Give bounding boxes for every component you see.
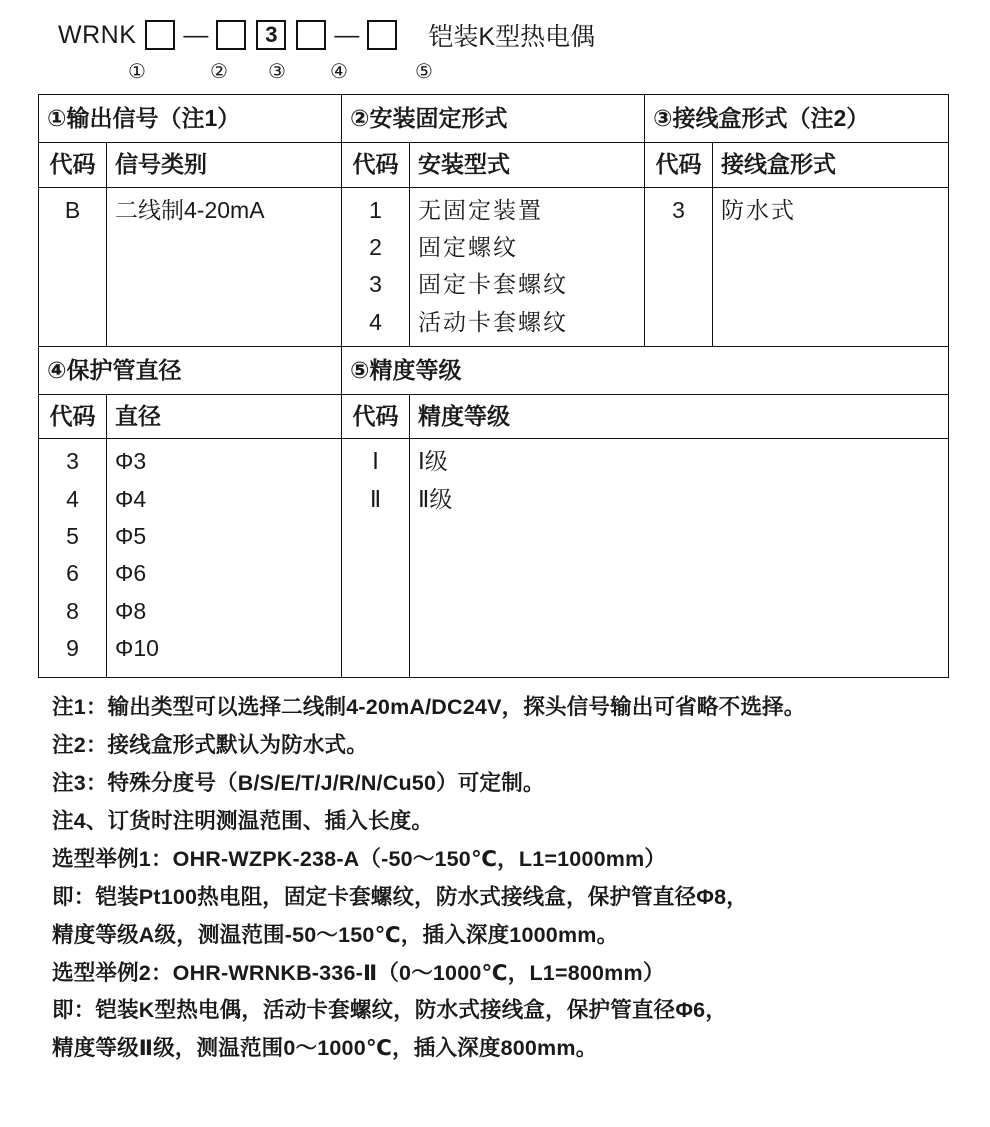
cell-value: 9 [66, 635, 79, 662]
selection-table [38, 94, 949, 678]
section1-codes [39, 187, 107, 346]
section1-col-code: 代码 [39, 143, 107, 187]
section4-col-name: 直径 [107, 395, 342, 439]
marker-5: ⑤ [415, 60, 433, 83]
cell-value: Φ4 [115, 485, 147, 512]
code-box-2 [216, 20, 246, 50]
table-row [39, 95, 949, 143]
marker-2: ② [210, 60, 228, 83]
cell-value: Ⅰ级 [418, 448, 448, 475]
section5-names [410, 439, 949, 678]
table-row [39, 143, 949, 187]
cell-value: 固定卡套螺纹 [418, 271, 569, 298]
section4-col-code: 代码 [39, 395, 107, 439]
section2-col-code: 代码 [342, 143, 410, 187]
cell-value: Φ5 [115, 523, 147, 550]
cell-value: 5 [66, 523, 79, 550]
section2-header: ②安装固定形式 [342, 95, 645, 143]
cell-value: 1 [369, 196, 382, 223]
section4-header: ④保护管直径 [39, 346, 342, 394]
section4-names [107, 439, 342, 678]
code-box-1 [145, 20, 175, 50]
note-line: 注2：接线盒形式默认为防水式。 [52, 733, 368, 758]
section5-codes [342, 439, 410, 678]
section1-names [107, 187, 342, 346]
model-code-markers [30, 56, 960, 86]
cell-value: Ⅱ级 [418, 485, 453, 512]
section5-col-code: 代码 [342, 395, 410, 439]
cell-value: Φ3 [115, 448, 147, 475]
code-dash-2: — [334, 20, 360, 49]
cell-value: 8 [66, 597, 79, 624]
note-line: 即：铠装K型热电偶，活动卡套螺纹，防水式接线盒，保护管直径Φ6， [52, 998, 728, 1023]
code-box-4 [296, 20, 326, 50]
cell-value: B [64, 196, 81, 223]
section5-header: ⑤精度等级 [342, 346, 949, 394]
code-dash-1: — [183, 20, 209, 49]
section3-col-code: 代码 [645, 143, 713, 187]
note-line: 注4、订货时注明测温范围、插入长度。 [52, 809, 434, 833]
section2-codes [342, 187, 410, 346]
table-row [39, 395, 949, 439]
section2-names [410, 187, 645, 346]
notes-section [52, 694, 982, 1062]
marker-3: ③ [268, 60, 286, 83]
table-row [39, 439, 949, 678]
cell-value: 无固定装置 [418, 196, 544, 223]
marker-1: ① [128, 60, 146, 83]
code-box-5 [367, 20, 397, 50]
model-prefix: WRNK [58, 20, 137, 49]
cell-value: 二线制4-20mA [115, 196, 265, 223]
cell-value: 6 [66, 560, 79, 587]
section3-col-name: 接线盒形式 [713, 143, 949, 187]
note-line: 选型举例2：OHR-WRNKB-336-Ⅱ（0～1000℃，L1=800mm） [52, 960, 665, 985]
cell-value: 3 [672, 196, 685, 223]
marker-4: ④ [330, 60, 348, 83]
note-line: 注3：特殊分度号（B/S/E/T/J/R/N/Cu50）可定制。 [52, 771, 545, 796]
cell-value: Ⅰ [372, 448, 379, 475]
cell-value: Φ10 [115, 635, 159, 662]
note-line: 注1：输出类型可以选择二线制4-20mA/DC24V，探头信号输出可省略不选择。 [52, 695, 806, 720]
cell-value: 2 [369, 234, 382, 261]
model-code-line [30, 14, 960, 56]
note-line: 选型举例1：OHR-WZPK-238-A（-50～150℃，L1=1000mm） [52, 846, 667, 871]
cell-value: 防水式 [721, 196, 797, 223]
section3-names [713, 187, 949, 346]
section5-col-name: 精度等级 [410, 395, 949, 439]
note-line: 精度等级Ⅱ级，测温范围0～1000℃，插入深度800mm。 [52, 1036, 598, 1061]
code-box-3: 3 [256, 20, 286, 50]
cell-value: 4 [66, 485, 79, 512]
section3-header: ③接线盒形式（注2） [645, 95, 949, 143]
cell-value: Φ6 [115, 560, 147, 587]
cell-value: 固定螺纹 [418, 234, 519, 261]
note-line: 即：铠装Pt100热电阻，固定卡套螺纹，防水式接线盒，保护管直径Φ8， [52, 884, 748, 909]
cell-value: 活动卡套螺纹 [418, 308, 569, 335]
section4-codes [39, 439, 107, 678]
cell-value: Ⅱ [369, 485, 382, 512]
section1-header: ①输出信号（注1） [39, 95, 342, 143]
section3-codes [645, 187, 713, 346]
cell-value: 3 [369, 271, 382, 298]
section1-col-name: 信号类别 [107, 143, 342, 187]
table-row [39, 187, 949, 346]
cell-value: 3 [66, 448, 79, 475]
cell-value: Φ8 [115, 597, 147, 624]
note-line: 精度等级A级，测温范围-50～150℃，插入深度1000mm。 [52, 922, 619, 947]
cell-value: 4 [369, 308, 382, 335]
table-row [39, 346, 949, 394]
section2-col-name: 安装型式 [410, 143, 645, 187]
product-title: 铠装K型热电偶 [428, 23, 596, 51]
